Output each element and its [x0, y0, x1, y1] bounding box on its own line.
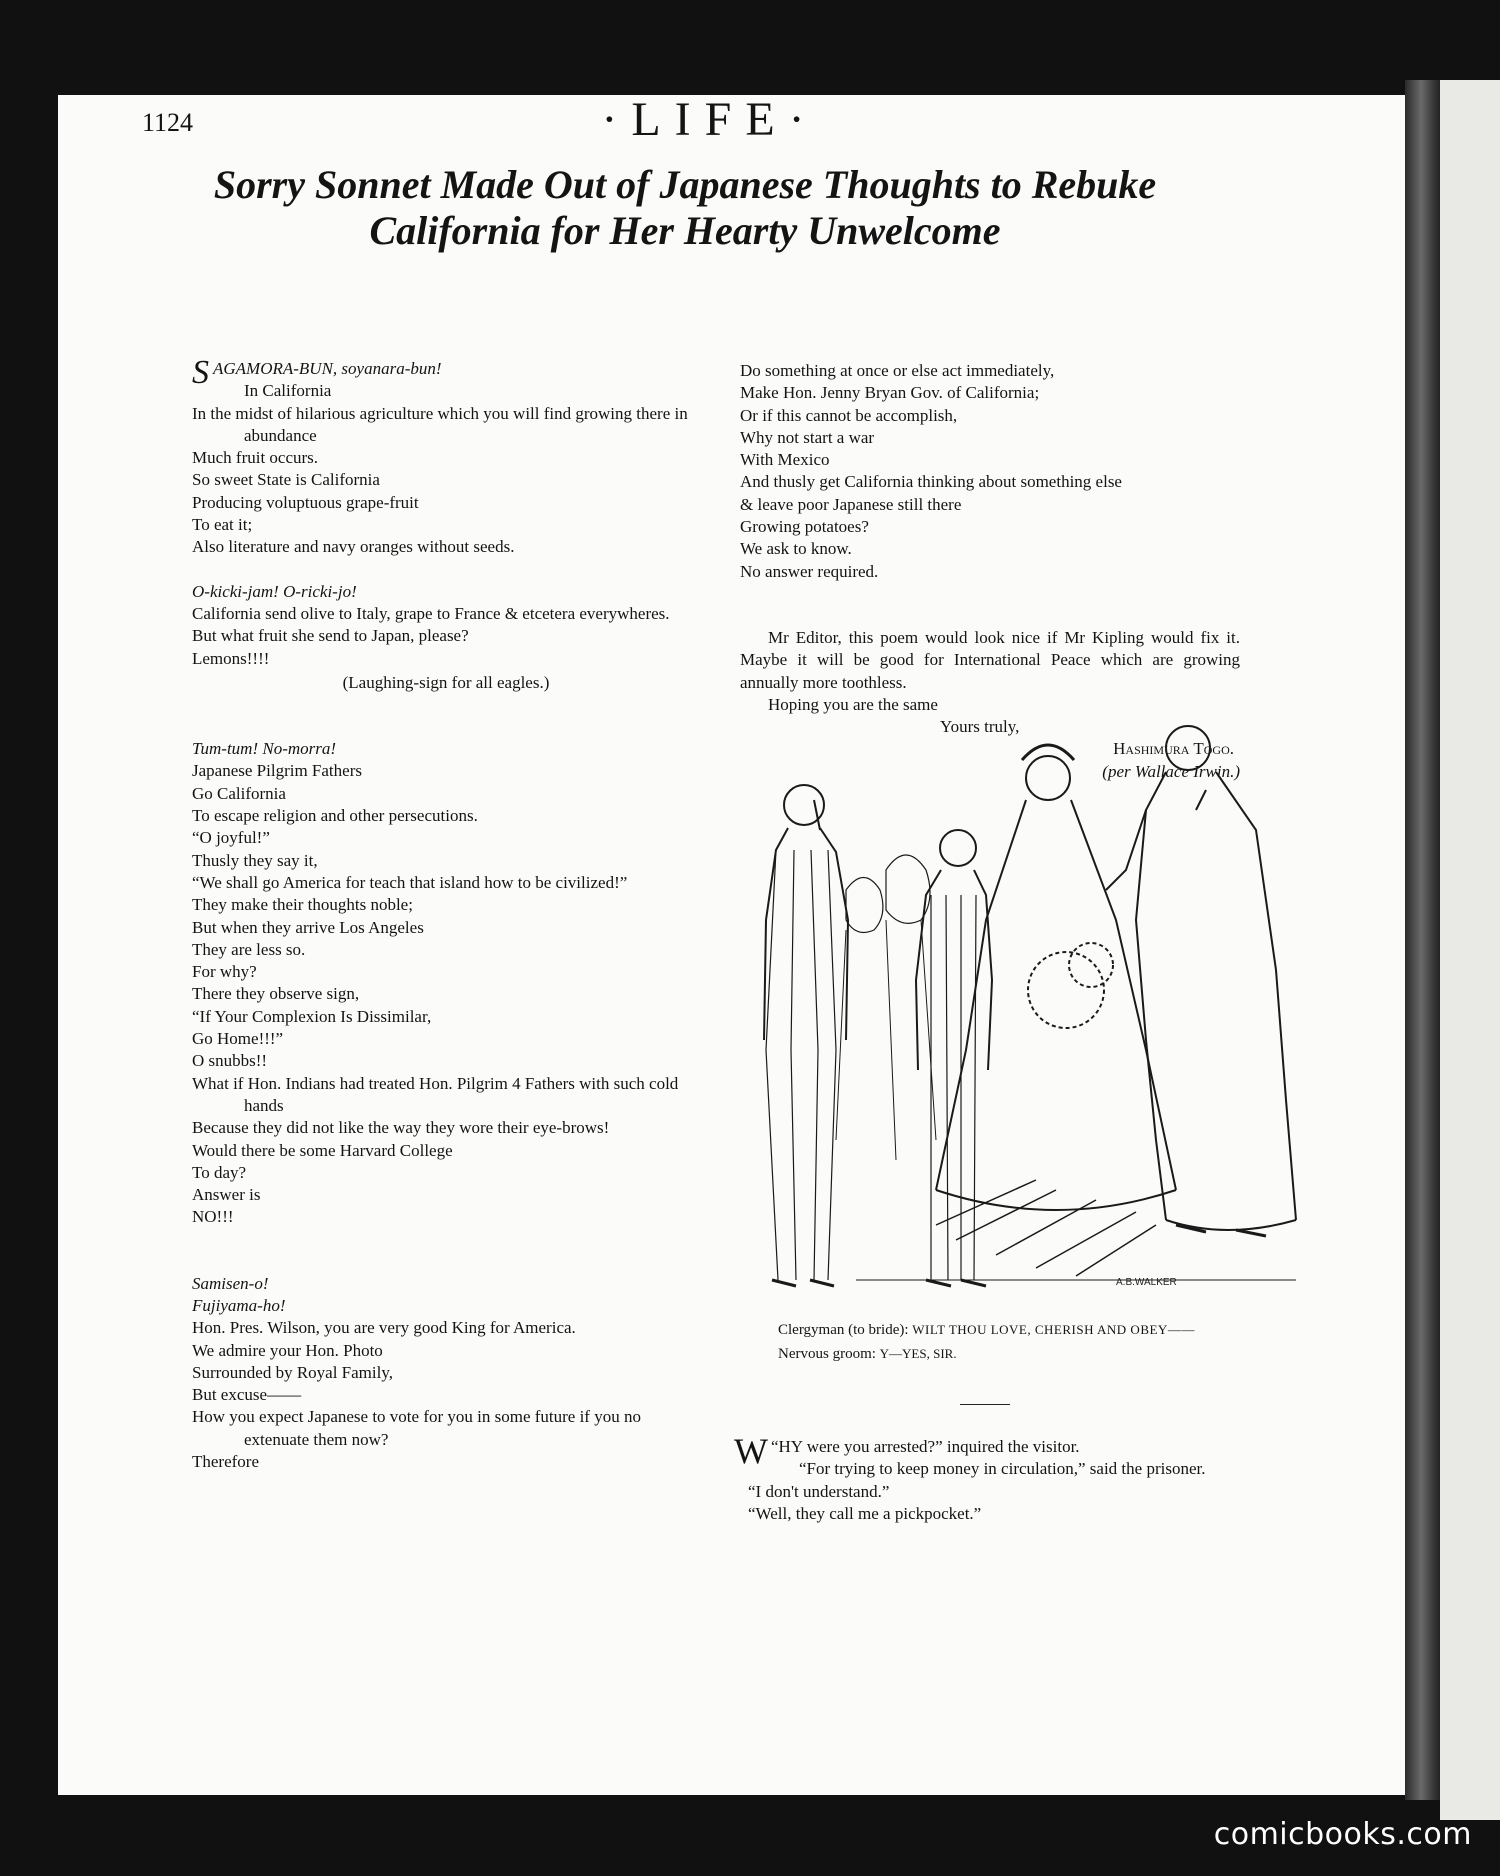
- poem-line: “We shall go America for teach that island how to be civilized!”: [192, 872, 628, 892]
- poem-line: But what fruit she send to Japan, please?: [192, 626, 469, 646]
- facing-page-edge: [1440, 80, 1500, 1820]
- stanza-4: [192, 1273, 700, 1474]
- poem-line: Surrounded by Royal Family,: [192, 1362, 393, 1382]
- poem-line: We admire your Hon. Photo: [192, 1340, 383, 1360]
- joke-line-3: “I don't understand.”: [748, 1481, 890, 1501]
- poem-line: Do something at once or else act immediately,: [740, 361, 1055, 380]
- joke-line-4: “Well, they call me a pickpocket.”: [748, 1503, 982, 1523]
- caption-speaker-1: Clergyman (to bride):: [778, 1322, 909, 1338]
- stanza-1: [192, 380, 700, 558]
- poem-line: But when they arrive Los Angeles: [192, 917, 424, 937]
- poem-line: Japanese Pilgrim Fathers: [192, 761, 362, 781]
- stanza1-heading: AGAMORA-BUN, soyanara-bun!: [213, 359, 442, 378]
- book-spine: [1405, 80, 1445, 1800]
- poem-line: They are less so.: [192, 939, 306, 959]
- poem-line: California send olive to Italy, grape to France & etcetera everywheres.: [192, 603, 670, 623]
- poem-line: In California: [244, 381, 332, 401]
- caption-speaker-2: Nervous groom:: [778, 1346, 876, 1362]
- poem-line: For why?: [192, 962, 257, 982]
- wedding-cartoon: [736, 720, 1316, 1300]
- cartoon-caption: [736, 1318, 1236, 1366]
- poem-line: There they observe sign,: [192, 984, 360, 1004]
- drop-cap: S: [192, 354, 209, 391]
- stanza-5: [740, 360, 1240, 583]
- poem-column-left: [192, 354, 700, 1473]
- poem-line: Much fruit occurs.: [192, 448, 319, 468]
- poem-line: But excuse——: [192, 1385, 302, 1405]
- title-line-1: Sorry Sonnet Made Out of Japanese Thoughts to Rebuke: [213, 162, 1157, 207]
- poem-line: O snubbs!!: [192, 1051, 268, 1071]
- poem-line: Lemons!!!!: [192, 648, 270, 668]
- poem-line: Make Hon. Jenny Bryan Gov. of California;: [740, 383, 1040, 403]
- poem-line: What if Hon. Indians had treated Hon. Pilgrim 4 Fathers with such cold hands: [192, 1073, 679, 1115]
- poem-line: Answer is: [192, 1185, 261, 1205]
- poem-line: Therefore: [192, 1452, 260, 1472]
- poem-line: Thusly they say it,: [192, 850, 318, 870]
- watermark: comicbooks.com: [1213, 1817, 1472, 1852]
- poem-line: Also literature and navy oranges without seeds.: [192, 537, 515, 557]
- stanza-2: [192, 581, 700, 694]
- page-number: 1124: [142, 108, 194, 137]
- joke-block: [734, 1431, 1234, 1525]
- joke-open-quote: “: [770, 1437, 779, 1456]
- letter-closing: Hoping you are the same: [768, 694, 938, 714]
- poem-line: Because they did not like the way they wore their eye-brows!: [192, 1118, 610, 1138]
- poem-line: & leave poor Japanese still there: [740, 494, 962, 514]
- artist-signature: A.B.WALKER: [1116, 1277, 1177, 1288]
- stanza3-heading: Tum-tum! No-morra!: [192, 739, 337, 759]
- masthead: ·LIFE·: [601, 93, 819, 146]
- poem-line: Or if this cannot be accomplish,: [740, 405, 958, 425]
- poem-line: “If Your Complexion Is Dissimilar,: [192, 1006, 432, 1026]
- poem-note: (Laughing-sign for all eagles.): [342, 672, 550, 692]
- stanza2-heading: O-kicki-jam! O-ricki-jo!: [192, 581, 357, 601]
- section-divider: [960, 1404, 1010, 1405]
- poem-line: Why not start a war: [740, 427, 875, 447]
- joke-line-1: HY were you arrested?” inquired the visitor.: [778, 1437, 1080, 1456]
- poem-line: No answer required.: [740, 561, 879, 581]
- stanza4-heading-2: Fujiyama-ho!: [192, 1295, 286, 1315]
- poem-line: They make their thoughts noble;: [192, 895, 413, 915]
- stanza4-heading-1: Samisen-o!: [192, 1273, 269, 1293]
- joke-line-2: “For trying to keep money in circulation,” said the prisoner.: [798, 1459, 1206, 1479]
- author-credit: (per Wallace Irwin.): [1102, 761, 1240, 781]
- poem-line: Go Home!!!”: [192, 1029, 284, 1049]
- poem-line: To eat it;: [192, 515, 253, 535]
- poem-line: To day?: [192, 1162, 247, 1182]
- poem-line: Growing potatoes?: [740, 517, 869, 537]
- title-line-2: California for Her Hearty Unwelcome: [369, 208, 1001, 253]
- poem-line: Producing voluptuous grape-fruit: [192, 492, 419, 512]
- poem-line: With Mexico: [740, 450, 830, 470]
- poem-line: Hon. Pres. Wilson, you are very good King for America.: [192, 1318, 576, 1338]
- poem-line: Would there be some Harvard College: [192, 1140, 453, 1160]
- poem-line: In the midst of hilarious agriculture which you will find growing there in abundance: [192, 403, 688, 445]
- poem-line: And thusly get California thinking about something else: [740, 472, 1122, 492]
- poem-line: Go California: [192, 783, 286, 803]
- drop-cap: W: [734, 1431, 768, 1471]
- poem-line: To escape religion and other persecutions.: [192, 806, 478, 826]
- poem-line: How you expect Japanese to vote for you in some future if you no extenuate them now?: [192, 1407, 641, 1449]
- stanza-3: [192, 738, 700, 1229]
- letter-valediction: Yours truly,: [940, 717, 1020, 737]
- caption-line-1: WILT THOU LOVE, CHERISH AND OBEY——: [912, 1322, 1195, 1337]
- poem-line: “O joyful!”: [192, 828, 270, 848]
- article-title: [120, 162, 1250, 254]
- poem-line: So sweet State is California: [192, 470, 380, 490]
- signature: Hashimura Togo.: [1113, 739, 1234, 759]
- letter-to-editor: Mr Editor, this poem would look nice if Mr Kipling would fix it. Maybe it will be good for International Peace which are growing annually more toothless.: [740, 627, 1240, 692]
- poem-line: NO!!!: [192, 1207, 234, 1227]
- poem-line: We ask to know.: [740, 539, 852, 559]
- caption-line-2: Y—YES, SIR.: [879, 1346, 957, 1361]
